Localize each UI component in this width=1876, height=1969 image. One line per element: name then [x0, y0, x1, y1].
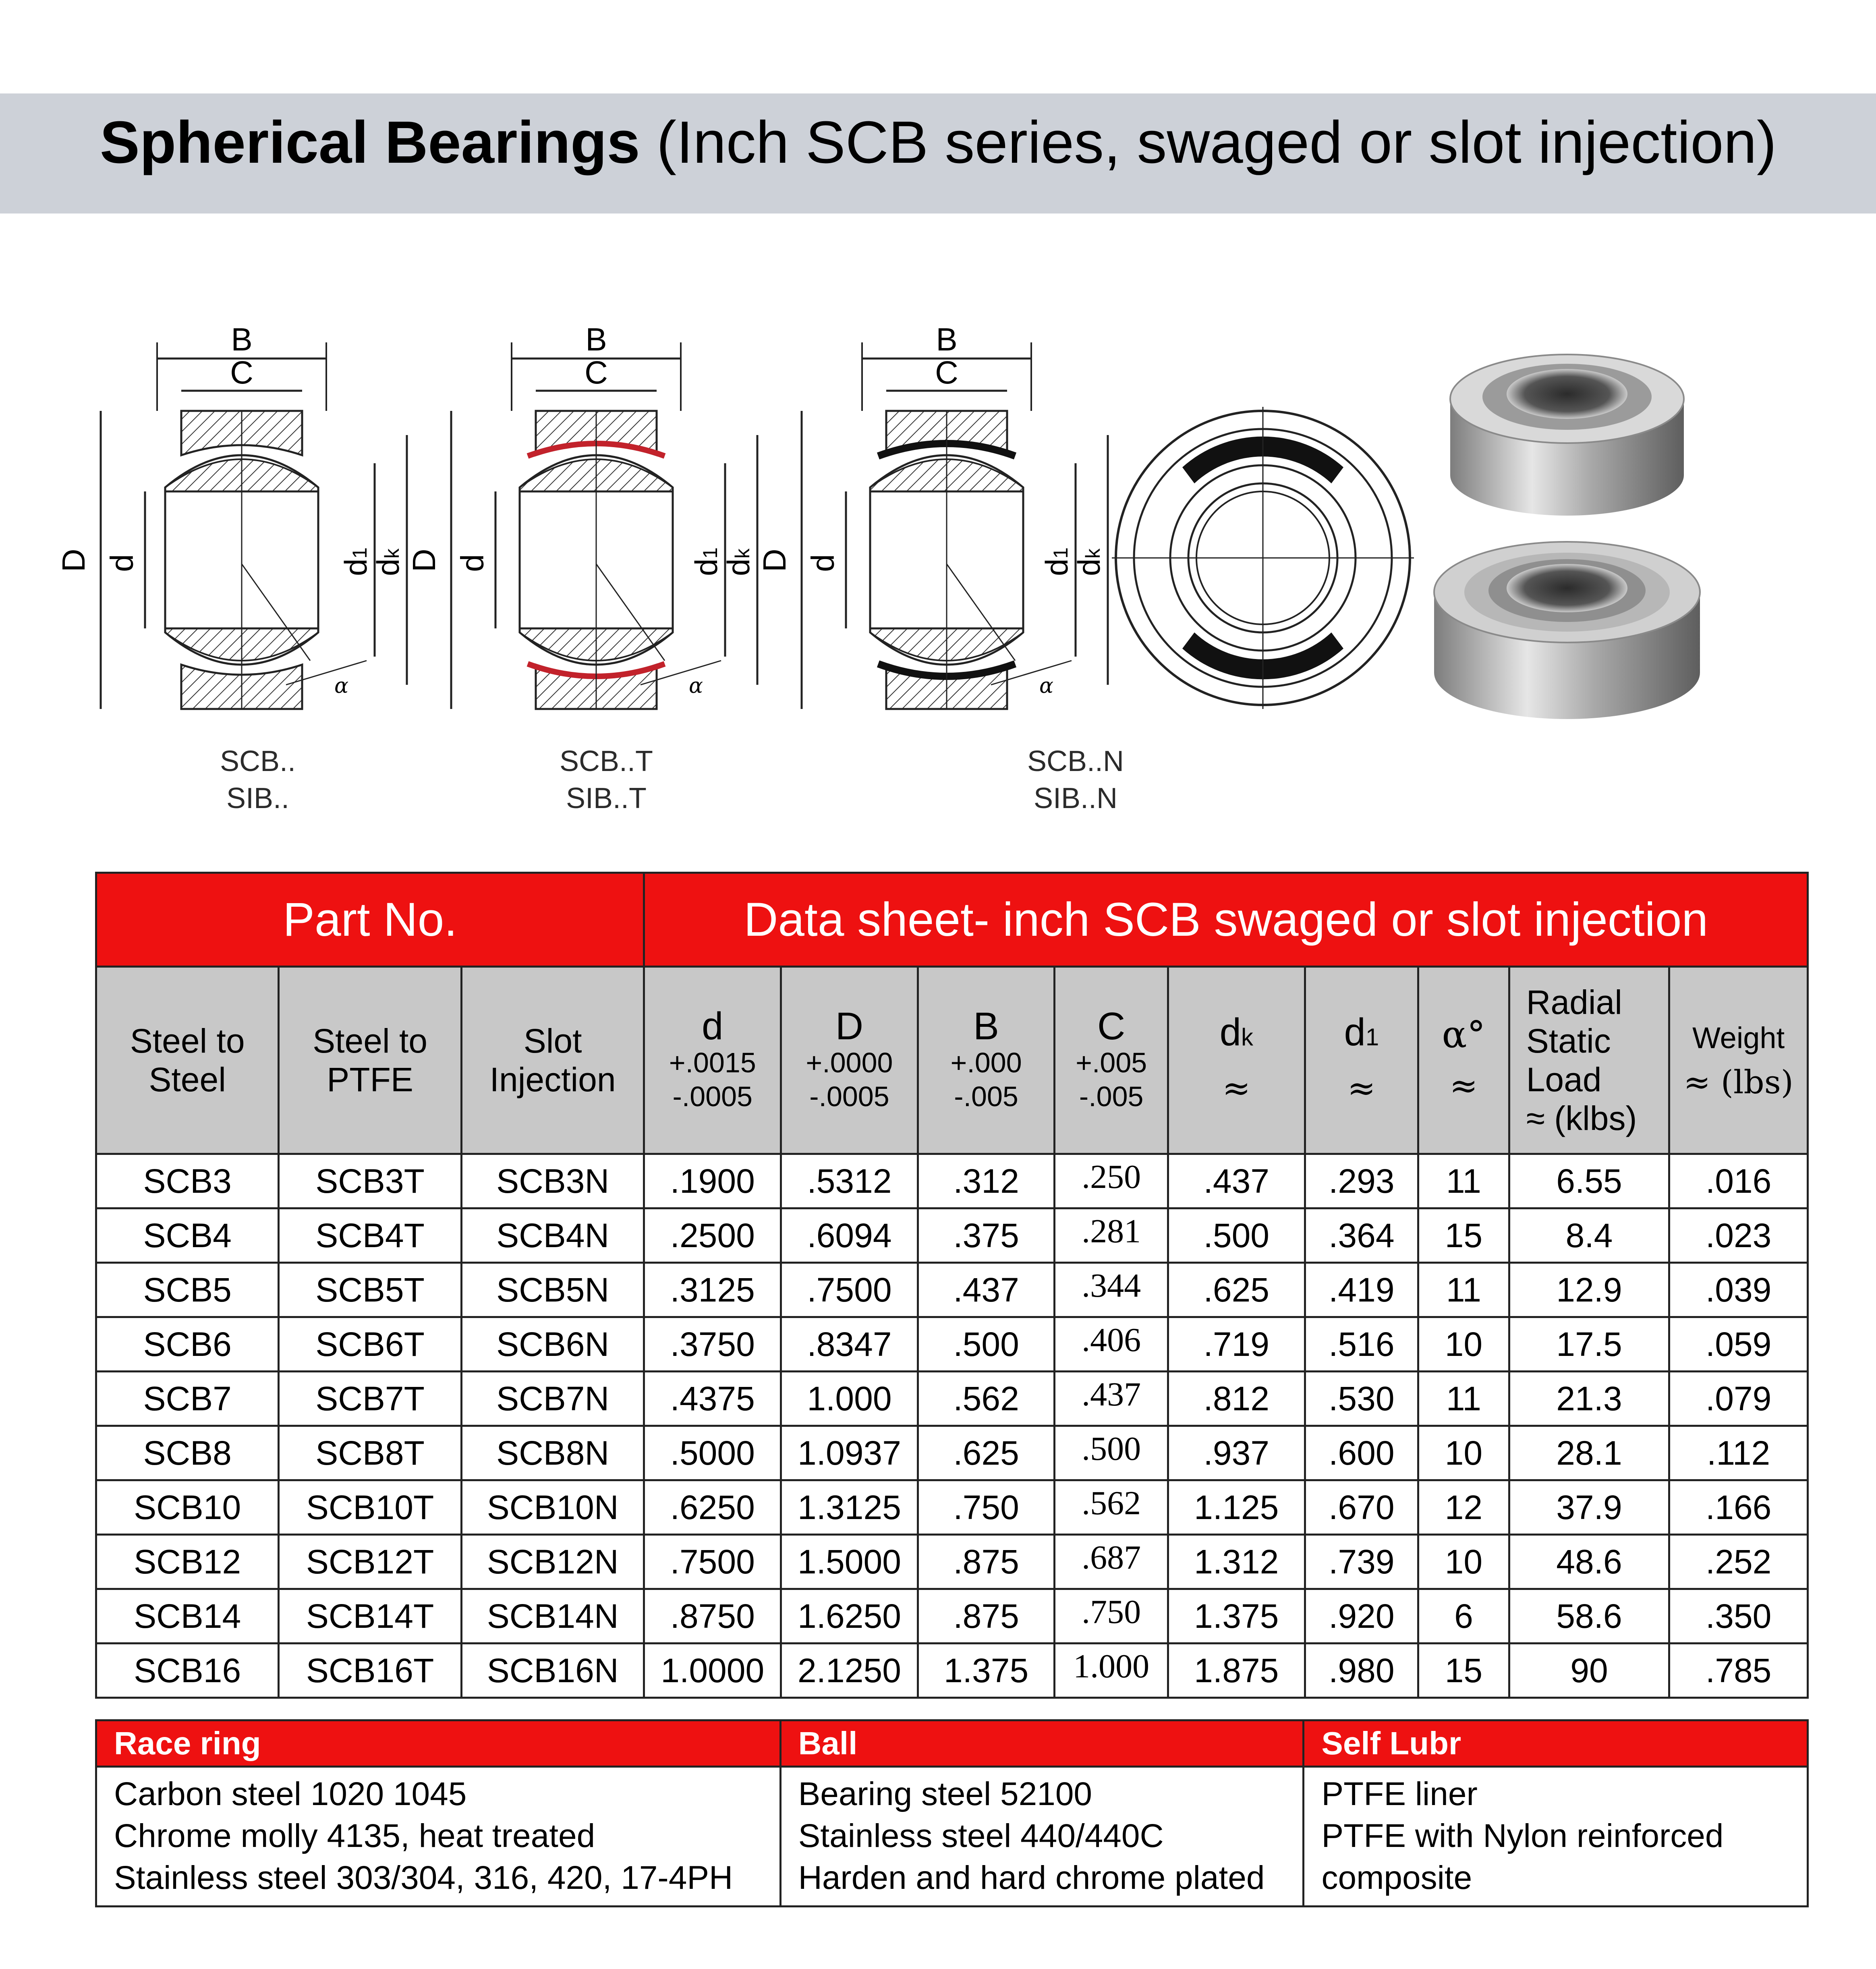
- table-cell: SCB4: [96, 1208, 279, 1263]
- dim-label-d: d: [805, 554, 841, 572]
- header-data-sheet: Data sheet- inch SCB swaged or slot injection: [644, 873, 1808, 967]
- diagram-scb-n-drawing: [757, 314, 1160, 717]
- dim-label-d: d: [104, 554, 140, 572]
- table-cell: .406: [1055, 1317, 1168, 1372]
- product-photo-bottom: [1426, 532, 1708, 725]
- table-cell: .920: [1305, 1589, 1418, 1644]
- table-cell: 8.4: [1509, 1208, 1669, 1263]
- dim-label-b: B: [585, 321, 607, 357]
- table-cell: 1.6250: [781, 1589, 918, 1644]
- dim-label-alpha: α: [334, 674, 349, 698]
- table-cell: 10: [1418, 1426, 1509, 1480]
- page-title: [100, 106, 1776, 179]
- table-cell: .6250: [644, 1480, 781, 1535]
- materials-table: [95, 1719, 1809, 1907]
- col-steel-to-ptfe: Steel to PTFE: [279, 967, 462, 1154]
- table-cell: 1.375: [918, 1644, 1055, 1698]
- dim-label-alpha: α: [689, 674, 703, 698]
- dim-label-dk: dk: [721, 548, 756, 576]
- table-row: [96, 1426, 1808, 1480]
- table-cell: .2500: [644, 1208, 781, 1263]
- table-cell: SCB6T: [279, 1317, 462, 1372]
- diagram-scb-drawing: [56, 314, 463, 717]
- table-cell: SCB5: [96, 1263, 279, 1317]
- table-cell: 1.3125: [781, 1480, 918, 1535]
- materials-race-ring: [96, 1767, 781, 1907]
- table-cell: SCB5T: [279, 1263, 462, 1317]
- dim-label-D: D: [406, 549, 442, 572]
- table-row: [96, 1644, 1808, 1698]
- table-cell: .670: [1305, 1480, 1418, 1535]
- table-cell: .350: [1669, 1589, 1808, 1644]
- table-row: [96, 1263, 1808, 1317]
- table-cell: .875: [918, 1535, 1055, 1589]
- table-cell: .059: [1669, 1317, 1808, 1372]
- table-cell: .8347: [781, 1317, 918, 1372]
- col-steel-to-steel: Steel to Steel: [96, 967, 279, 1154]
- col-radial-static-load: Radial Static Load ≈ (klbs): [1509, 967, 1669, 1154]
- table-cell: 58.6: [1509, 1589, 1669, 1644]
- table-cell: .437: [1055, 1372, 1168, 1426]
- table-cell: 6.55: [1509, 1154, 1669, 1208]
- table-row: [96, 1154, 1808, 1208]
- table-cell: .530: [1305, 1372, 1418, 1426]
- material-item: PTFE liner: [1321, 1776, 1478, 1812]
- table-cell: SCB7N: [461, 1372, 644, 1426]
- table-cell: .600: [1305, 1426, 1418, 1480]
- table-cell: SCB8N: [461, 1426, 644, 1480]
- table-cell: 6: [1418, 1589, 1509, 1644]
- dim-label-d1: d1: [688, 547, 724, 576]
- table-cell: .3125: [644, 1263, 781, 1317]
- table-cell: 12: [1418, 1480, 1509, 1535]
- table-cell: SCB7T: [279, 1372, 462, 1426]
- caption-scb-n: [991, 743, 1160, 817]
- table-cell: .750: [1055, 1589, 1168, 1644]
- table-cell: .625: [1168, 1263, 1305, 1317]
- table-cell: .312: [918, 1154, 1055, 1208]
- table-cell: .437: [1168, 1154, 1305, 1208]
- diagram-scb: [56, 314, 463, 717]
- table-cell: .687: [1055, 1535, 1168, 1589]
- table-cell: SCB5N: [461, 1263, 644, 1317]
- dim-label-d1: d1: [1039, 547, 1074, 576]
- table-cell: SCB14: [96, 1589, 279, 1644]
- dim-label-c: C: [230, 354, 253, 390]
- table-cell: .500: [1168, 1208, 1305, 1263]
- caption-line1: SCB..N: [1027, 745, 1124, 777]
- table-row: [96, 1317, 1808, 1372]
- table-cell: 10: [1418, 1535, 1509, 1589]
- dim-label-c: C: [935, 354, 958, 390]
- material-item: PTFE with Nylon reinforced: [1321, 1818, 1724, 1854]
- table-cell: SCB4N: [461, 1208, 644, 1263]
- table-cell: .112: [1669, 1426, 1808, 1480]
- material-item: Chrome molly 4135, heat treated: [114, 1818, 595, 1854]
- table-cell: SCB6N: [461, 1317, 644, 1372]
- table-cell: .6094: [781, 1208, 918, 1263]
- dim-label-d: d: [454, 554, 490, 572]
- dim-label-b: B: [231, 321, 253, 357]
- front-view-drawing: [1112, 407, 1414, 709]
- title-rest: (Inch SCB series, swaged or slot injection): [640, 109, 1777, 176]
- table-cell: 48.6: [1509, 1535, 1669, 1589]
- table-cell: .023: [1669, 1208, 1808, 1263]
- material-item: Stainless steel 440/440C: [798, 1818, 1164, 1854]
- table-cell: .812: [1168, 1372, 1305, 1426]
- table-row: [96, 1589, 1808, 1644]
- dim-label-dk: dk: [1071, 548, 1107, 576]
- table-cell: .437: [918, 1263, 1055, 1317]
- col-d1: d1 ≈: [1305, 967, 1418, 1154]
- table-cell: SCB3: [96, 1154, 279, 1208]
- table-cell: 28.1: [1509, 1426, 1669, 1480]
- table-cell: 2.1250: [781, 1644, 918, 1698]
- table-cell: .5312: [781, 1154, 918, 1208]
- table-cell: SCB8: [96, 1426, 279, 1480]
- caption-line2: SIB..T: [566, 782, 647, 815]
- dim-label-D: D: [757, 549, 792, 572]
- table-cell: 17.5: [1509, 1317, 1669, 1372]
- table-cell: .980: [1305, 1644, 1418, 1698]
- table-cell: 37.9: [1509, 1480, 1669, 1535]
- table-cell: .419: [1305, 1263, 1418, 1317]
- table-cell: SCB6: [96, 1317, 279, 1372]
- table-cell: 10: [1418, 1317, 1509, 1372]
- dim-label-alpha: α: [1039, 674, 1054, 698]
- table-cell: .8750: [644, 1589, 781, 1644]
- caption-scb: [173, 743, 342, 817]
- table-cell: SCB3N: [461, 1154, 644, 1208]
- table-cell: SCB12N: [461, 1535, 644, 1589]
- table-cell: .785: [1669, 1644, 1808, 1698]
- table-cell: 15: [1418, 1644, 1509, 1698]
- table-cell: SCB7: [96, 1372, 279, 1426]
- dim-label-dk: dk: [370, 548, 406, 576]
- table-cell: .7500: [781, 1263, 918, 1317]
- table-cell: .5000: [644, 1426, 781, 1480]
- caption-line1: SCB..T: [559, 745, 653, 777]
- table-cell: .750: [918, 1480, 1055, 1535]
- diagram-scb-t-drawing: [407, 314, 810, 717]
- table-cell: 11: [1418, 1372, 1509, 1426]
- col-C: C +.005 -.005: [1055, 967, 1168, 1154]
- table-cell: .375: [918, 1208, 1055, 1263]
- table-cell: .739: [1305, 1535, 1418, 1589]
- table-cell: .016: [1669, 1154, 1808, 1208]
- table-cell: .875: [918, 1589, 1055, 1644]
- table-cell: 1.125: [1168, 1480, 1305, 1535]
- table-cell: SCB10: [96, 1480, 279, 1535]
- table-cell: .7500: [644, 1535, 781, 1589]
- caption-line1: SCB..: [220, 745, 296, 777]
- table-cell: SCB16: [96, 1644, 279, 1698]
- material-item: Stainless steel 303/304, 316, 420, 17-4PH: [114, 1859, 733, 1896]
- material-item: Carbon steel 1020 1045: [114, 1776, 467, 1812]
- materials-ball: [780, 1767, 1304, 1907]
- table-cell: .079: [1669, 1372, 1808, 1426]
- col-slot-injection: Slot Injection: [461, 967, 644, 1154]
- table-cell: .364: [1305, 1208, 1418, 1263]
- table-cell: .719: [1168, 1317, 1305, 1372]
- table-cell: 15: [1418, 1208, 1509, 1263]
- dim-label-b: B: [936, 321, 958, 357]
- table-cell: SCB10N: [461, 1480, 644, 1535]
- table-cell: .281: [1055, 1208, 1168, 1263]
- table-cell: 1.000: [1055, 1644, 1168, 1698]
- product-photo-top: [1442, 346, 1692, 524]
- table-cell: 1.5000: [781, 1535, 918, 1589]
- table-cell: SCB16N: [461, 1644, 644, 1698]
- table-cell: .1900: [644, 1154, 781, 1208]
- material-item: composite: [1321, 1859, 1472, 1896]
- table-cell: SCB12: [96, 1535, 279, 1589]
- caption-line2: SIB..: [226, 782, 290, 815]
- table-cell: .3750: [644, 1317, 781, 1372]
- caption-scb-t: [522, 743, 691, 817]
- table-cell: 90: [1509, 1644, 1669, 1698]
- table-cell: 11: [1418, 1263, 1509, 1317]
- table-cell: SCB14N: [461, 1589, 644, 1644]
- dim-label-d1: d1: [338, 547, 373, 576]
- caption-line2: SIB..N: [1033, 782, 1118, 815]
- table-cell: .625: [918, 1426, 1055, 1480]
- table-cell: SCB10T: [279, 1480, 462, 1535]
- table-cell: .562: [1055, 1480, 1168, 1535]
- table-cell: SCB4T: [279, 1208, 462, 1263]
- material-item: Bearing steel 52100: [798, 1776, 1092, 1812]
- table-cell: 1.0937: [781, 1426, 918, 1480]
- materials-self-lubr: [1304, 1767, 1808, 1907]
- col-B: B +.000 -.005: [918, 967, 1055, 1154]
- table-cell: 1.375: [1168, 1589, 1305, 1644]
- col-alpha: α° ≈: [1418, 967, 1509, 1154]
- materials-header-row: [96, 1720, 1808, 1767]
- table-cell: .250: [1055, 1154, 1168, 1208]
- table-row: [96, 1535, 1808, 1589]
- material-item: Harden and hard chrome plated: [798, 1859, 1265, 1896]
- table-cell: SCB8T: [279, 1426, 462, 1480]
- materials-header-race-ring: Race ring: [96, 1720, 781, 1767]
- group-header-row: [96, 873, 1808, 967]
- table-row: [96, 1372, 1808, 1426]
- diagram-scb-n: [757, 314, 1160, 717]
- table-cell: .500: [918, 1317, 1055, 1372]
- materials-header-ball: Ball: [780, 1720, 1304, 1767]
- table-cell: SCB14T: [279, 1589, 462, 1644]
- table-body: [96, 1154, 1808, 1698]
- col-dk: dk ≈: [1168, 967, 1305, 1154]
- table-cell: 1.000: [781, 1372, 918, 1426]
- table-cell: 1.312: [1168, 1535, 1305, 1589]
- table-cell: .293: [1305, 1154, 1418, 1208]
- table-cell: .039: [1669, 1263, 1808, 1317]
- col-d: d +.0015 -.0005: [644, 967, 781, 1154]
- data-table: [95, 872, 1809, 1699]
- table-cell: .562: [918, 1372, 1055, 1426]
- table-cell: .500: [1055, 1426, 1168, 1480]
- table-cell: 1.0000: [644, 1644, 781, 1698]
- materials-content-row: [96, 1767, 1808, 1907]
- table-cell: .516: [1305, 1317, 1418, 1372]
- table-row: [96, 1208, 1808, 1263]
- table-cell: 12.9: [1509, 1263, 1669, 1317]
- diagram-scb-t: [407, 314, 810, 717]
- table-cell: .344: [1055, 1263, 1168, 1317]
- dim-label-D: D: [56, 549, 91, 572]
- table-row: [96, 1480, 1808, 1535]
- table-cell: .4375: [644, 1372, 781, 1426]
- materials-header-self-lubr: Self Lubr: [1304, 1720, 1808, 1767]
- column-header-row: [96, 967, 1808, 1154]
- table-cell: SCB16T: [279, 1644, 462, 1698]
- table-cell: SCB3T: [279, 1154, 462, 1208]
- table-cell: 21.3: [1509, 1372, 1669, 1426]
- table-cell: .937: [1168, 1426, 1305, 1480]
- table-cell: .166: [1669, 1480, 1808, 1535]
- col-weight: Weight ≈ (lbs): [1669, 967, 1808, 1154]
- col-D: D +.0000 -.0005: [781, 967, 918, 1154]
- table-cell: .252: [1669, 1535, 1808, 1589]
- table-cell: 11: [1418, 1154, 1509, 1208]
- title-bold: Spherical Bearings: [100, 109, 640, 176]
- header-part-no: Part No.: [96, 873, 644, 967]
- dim-label-c: C: [585, 354, 608, 390]
- table-cell: 1.875: [1168, 1644, 1305, 1698]
- table-cell: SCB12T: [279, 1535, 462, 1589]
